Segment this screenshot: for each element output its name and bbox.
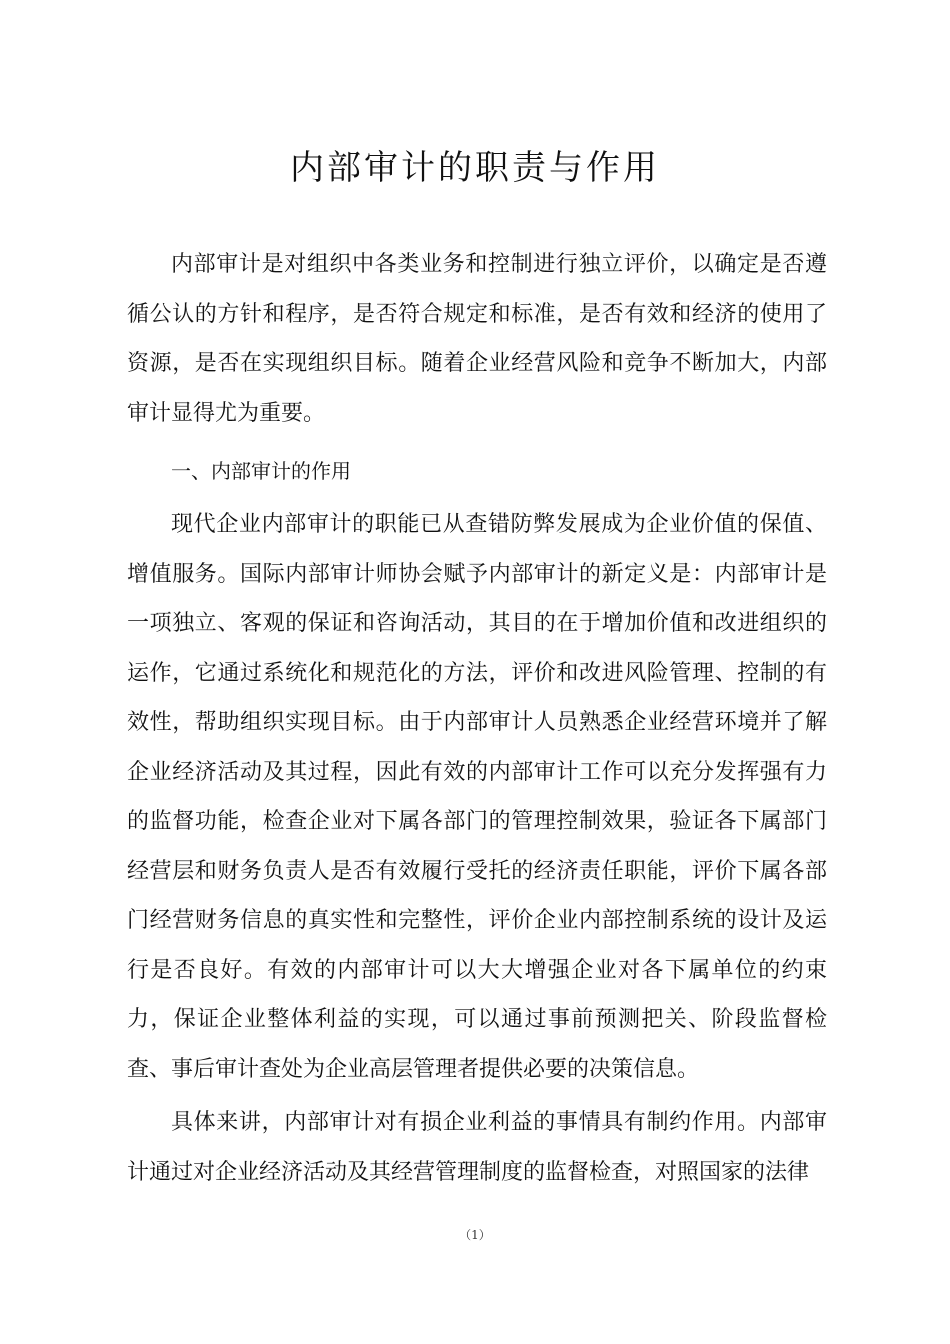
page-number: （1） [459,1228,491,1242]
paragraph-intro: 内部审计是对组织中各类业务和控制进行独立评价，以确定是否遵循公认的方针和程序，是否符合规定和标准，是否有效和经济的使用了资源，是否在实现组织目标。随着企业经营风险和竞争不断加大，内部审计显得尤为重要。 [127,252,827,426]
document-body [127,240,827,1197]
paragraph-specific: 具体来讲，内部审计对有损企业利益的事情具有制约作用。内部审计通过对企业经济活动及其经营管理制度的监督检查，对照国家的法律 [127,1110,827,1185]
paragraph-role: 现代企业内部审计的职能已从查错防弊发展成为企业价值的保值、增值服务。国际内部审计师协会赋予内部审计的新定义是：内部审计是一项独立、客观的保证和咨询活动，其目的在于增加价值和改进组织的运作，它通过系统化和规范化的方法，评价和改进风险管理、控制的有效性，帮助组织实现目标。由于内部审计人员熟悉企业经营环境并了解企业经济活动及其过程，因此有效的内部审计工作可以充分发挥强有力的监督功能，检查企业对下属各部门的管理控制效果，验证各下属部门经营层和财务负责人是否有效履行受托的经济责任职能，评价下属各部门经营财务信息的真实性和完整性，评价企业内部控制系统的设计及运行是否良好。有效的内部审计可以大大增强企业对各下属单位的约束力，保证企业整体利益的实现，可以通过事前预测把关、阶段监督检查、事后审计查处为企业高层管理者提供必要的决策信息。 [127,512,827,1082]
section-heading: 一、内部审计的作用 [171,459,351,483]
document-title: 内部审计的职责与作用 [290,148,660,188]
